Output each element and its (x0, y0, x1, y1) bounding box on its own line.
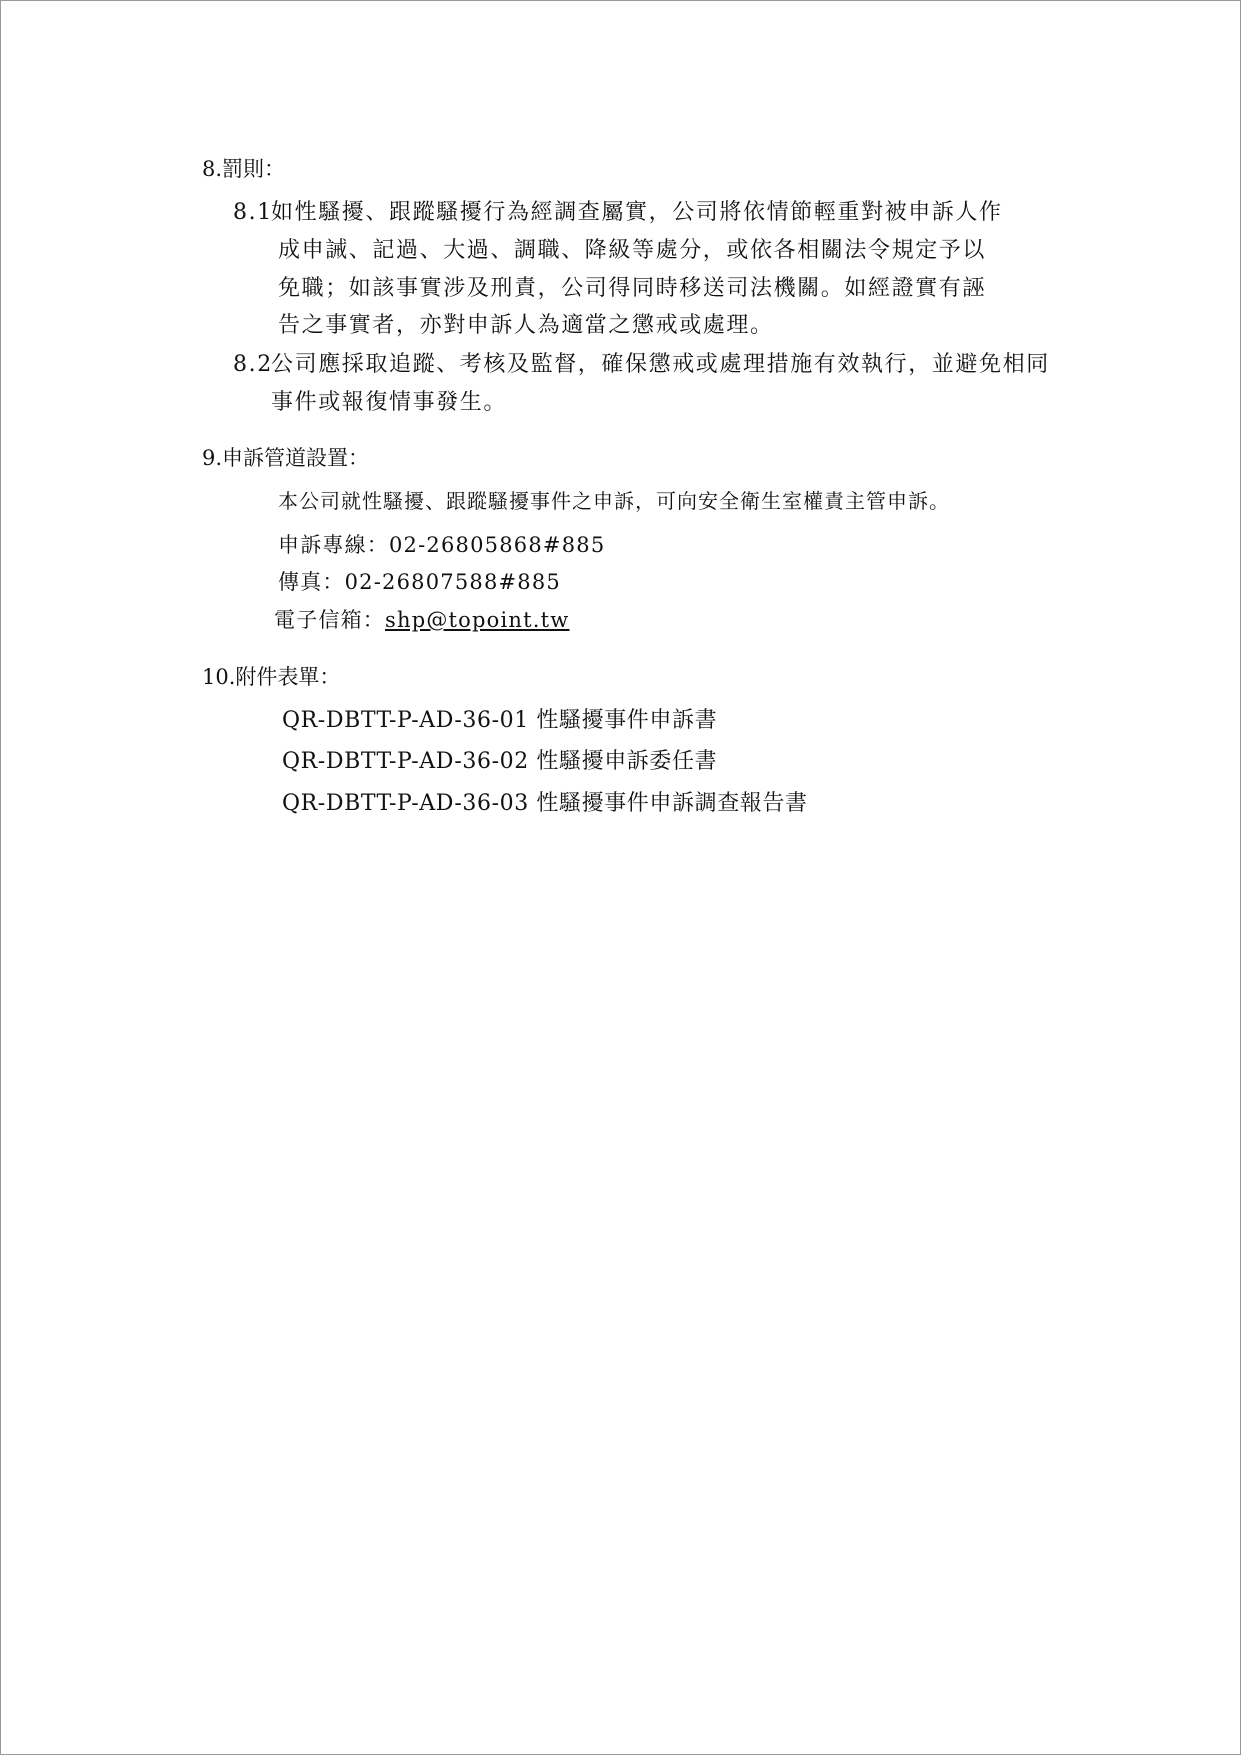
section-8-1-line-2: 成申誡、記過、大過、調職、降級等處分，或依各相關法令規定予以 (278, 238, 987, 263)
attachment-form-item: QR-DBTT-P-AD-36-03 性騷擾事件申訴調查報告書 (282, 791, 808, 816)
section-8-1-line-3: 免職；如該事實涉及刑責，公司得同時移送司法機關。如經證實有誣 (278, 276, 987, 301)
section-8-1-line-4: 告之事實者，亦對申訴人為適當之懲戒或處理。 (278, 313, 774, 338)
attachment-form-item: QR-DBTT-P-AD-36-02 性騷擾申訴委任書 (282, 749, 718, 774)
email-link[interactable]: shp@topoint.tw (385, 608, 570, 632)
attachment-form-item: QR-DBTT-P-AD-36-01 性騷擾事件申訴書 (282, 708, 718, 733)
email-label: 電子信箱： (274, 608, 385, 632)
section-8-2-number: 8.2 (233, 352, 273, 377)
complaint-hotline: 申訴專線：02-26805868#885 (278, 533, 606, 557)
complaint-email-row (274, 610, 569, 631)
section-8-2-line-2: 事件或報復情事發生。 (271, 390, 508, 415)
section-9-title: 9.申訴管道設置： (202, 446, 370, 470)
section-8-1-number: 8.1 (233, 200, 273, 225)
section-10-title: 10.附件表單： (202, 665, 341, 689)
complaint-channel-intro: 本公司就性騷擾、跟蹤騷擾事件之申訴，可向安全衛生室權責主管申訴。 (278, 489, 950, 513)
section-8-title: 8.罰則： (202, 157, 286, 181)
complaint-fax: 傳真：02-26807588#885 (278, 570, 561, 594)
section-8-1-line-1: 如性騷擾、跟蹤騷擾行為經調查屬實，公司將依情節輕重對被申訴人作 (271, 200, 1003, 225)
section-8-2-line-1: 公司應採取追蹤、考核及監督，確保懲戒或處理措施有效執行，並避免相同 (271, 352, 1050, 377)
